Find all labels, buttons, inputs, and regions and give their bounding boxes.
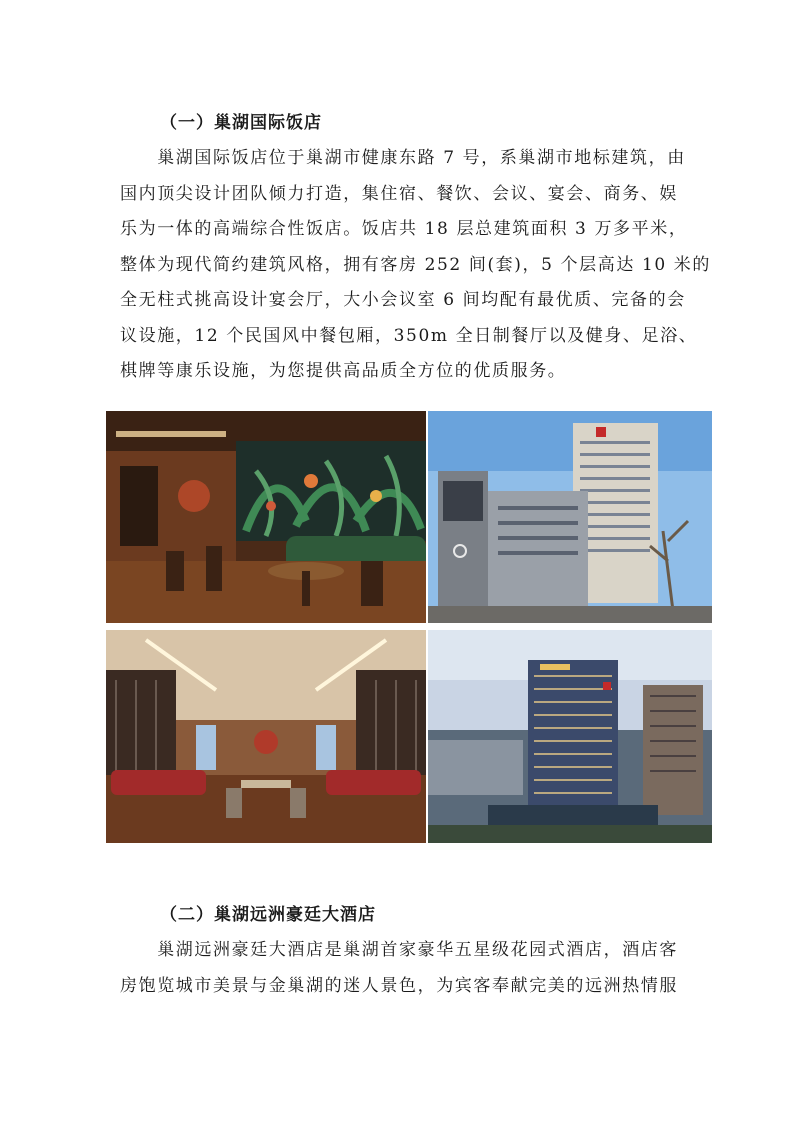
- paragraph-line: 议设施，12 个民国风中餐包厢，350m 全日制餐厅以及健身、足浴、: [120, 325, 698, 346]
- section-paragraph-international-hotel: [120, 141, 711, 390]
- paragraph-line: 棋牌等康乐设施，为您提供高品质全方位的优质服务。: [120, 361, 567, 381]
- paragraph-line: 乐为一体的高端综合性饭店。饭店共 18 层总建筑面积 3 万多平米，: [120, 219, 688, 239]
- paragraph-line: 巢湖远洲豪廷大酒店是巢湖首家豪华五星级花园式酒店，酒店客: [120, 940, 678, 960]
- section-heading-yuanzhou-hotel: （二）巢湖远洲豪廷大酒店: [160, 905, 376, 925]
- paragraph-line: 整体为现代简约建筑风格，拥有客房 252 间(套)，5 个层高达 10 米的: [120, 254, 711, 275]
- section-paragraph-yuanzhou-hotel: [120, 933, 688, 1004]
- dining-hall-photo: [106, 630, 426, 843]
- paragraph-line: 国内顶尖设计团队倾力打造，集住宿、餐饮、会议、宴会、商务、娱: [120, 183, 678, 204]
- hotel-exterior-day-photo: [428, 411, 712, 623]
- paragraph-line: 全无柱式挑高设计宴会厅，大小会议室 6 间均配有最优质、完备的会: [120, 290, 686, 310]
- paragraph-line: 房饱览城市美景与金巢湖的迷人景色，为宾客奉献完美的远洲热情服: [120, 975, 678, 996]
- paragraph-line: 巢湖国际饭店位于巢湖市健康东路 7 号，系巢湖市地标建筑，由: [120, 148, 686, 168]
- hotel-exterior-dusk-photo: [428, 630, 712, 843]
- restaurant-interior-photo: [106, 411, 426, 623]
- section-heading-chaohu-international-hotel: （一）巢湖国际饭店: [160, 113, 322, 133]
